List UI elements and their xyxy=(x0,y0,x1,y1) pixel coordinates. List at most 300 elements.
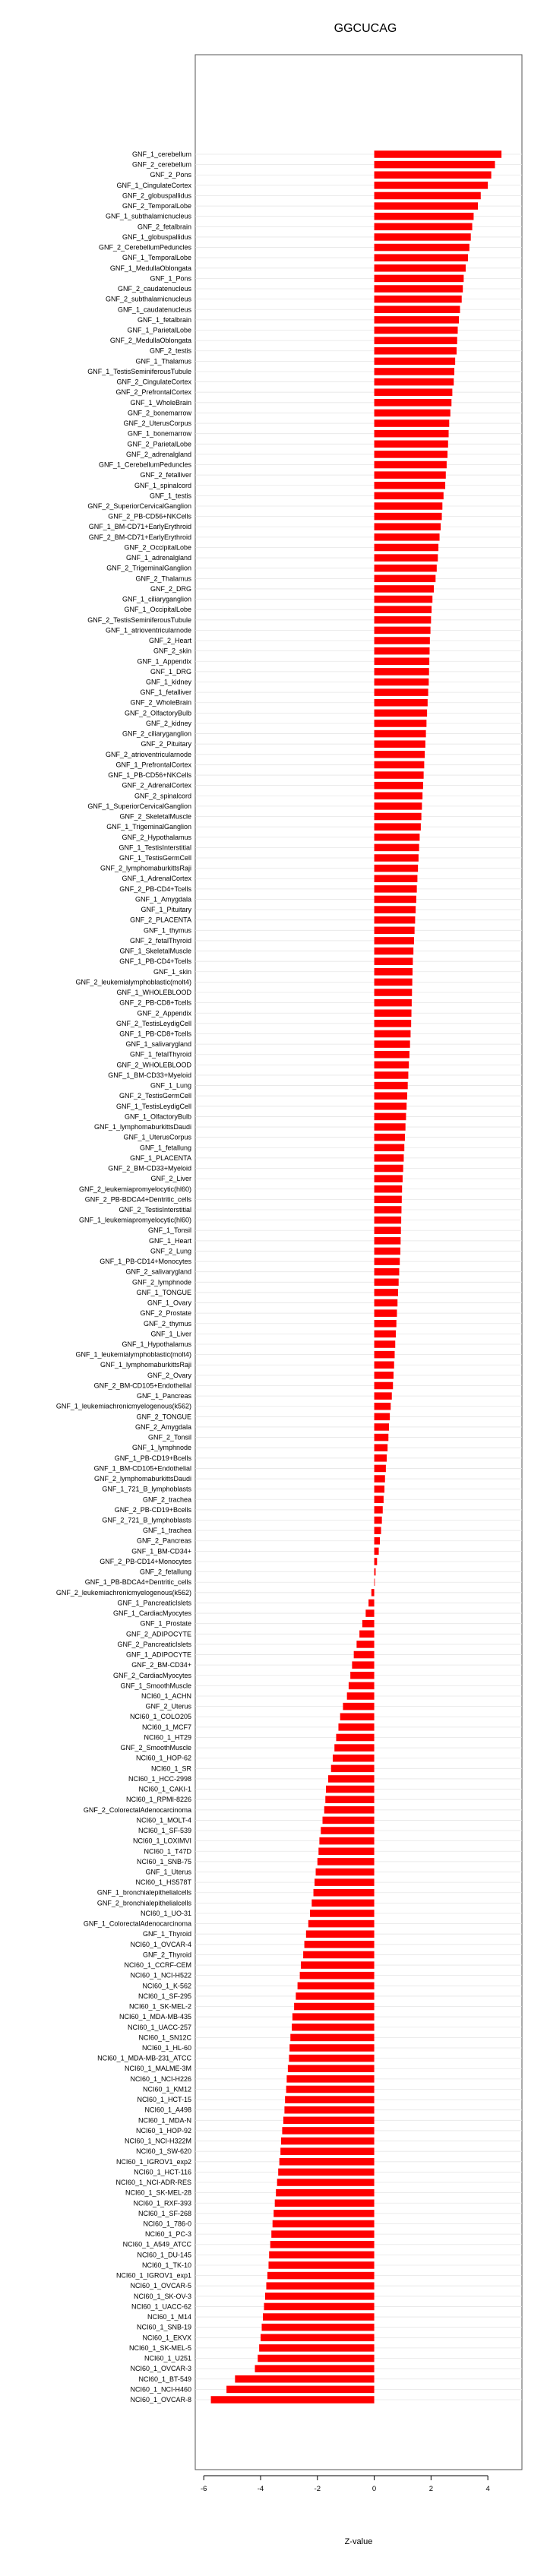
category-label: GNF_1_Pancreas xyxy=(136,1392,191,1400)
bar xyxy=(375,461,447,469)
category-label: GNF_1_thymus xyxy=(143,926,191,935)
category-label: GNF_1_PancreaticIslets xyxy=(117,1599,191,1607)
bar xyxy=(305,1941,375,1948)
category-label: GNF_1_fetalThyroid xyxy=(129,1050,191,1059)
bar xyxy=(269,2252,374,2259)
category-label: GNF_1_cerebellum xyxy=(131,150,191,158)
bar xyxy=(211,2396,375,2404)
bar xyxy=(266,2282,374,2290)
category-label: GNF_2_BM-CD33+Myeloid xyxy=(108,1164,191,1172)
bar xyxy=(375,596,433,603)
category-label: NCI60_1_MCF7 xyxy=(141,1723,191,1731)
bar xyxy=(375,171,492,179)
bar xyxy=(375,1082,408,1090)
bar xyxy=(375,1030,411,1038)
category-label: GNF_2_Uterus xyxy=(145,1702,191,1710)
category-label: GNF_2_PB-CD19+Bcells xyxy=(114,1505,191,1514)
category-label: GNF_2_globuspallidus xyxy=(122,191,191,200)
category-label: GNF_2_OlfactoryBulb xyxy=(124,709,191,717)
bar xyxy=(375,916,416,924)
category-label: GNF_2_Prostate xyxy=(140,1309,191,1318)
category-label: NCI60_1_HOP-62 xyxy=(135,1754,191,1762)
bar xyxy=(375,327,458,334)
category-label: NCI60_1_BT-549 xyxy=(138,2375,191,2383)
category-label: GNF_1_SmoothMuscle xyxy=(120,1682,191,1690)
bar xyxy=(321,1827,374,1834)
category-label: GNF_1_PB-CD4+Tcells xyxy=(119,957,191,966)
bar xyxy=(362,1620,375,1628)
bar xyxy=(280,2147,374,2155)
category-label: GNF_2_fetalThyroid xyxy=(129,936,191,945)
category-label: GNF_1_Uterus xyxy=(145,1868,191,1876)
bar xyxy=(375,1206,402,1214)
category-label: NCI60_1_OVCAR-8 xyxy=(130,2396,191,2404)
bar xyxy=(298,1983,375,1990)
bar xyxy=(306,1930,375,1938)
category-label: GNF_1_SuperiorCervicalGanglion xyxy=(87,802,191,810)
category-label: GNF_1_BM-CD33+Myeloid xyxy=(108,1071,191,1079)
bar xyxy=(282,2127,374,2135)
bar xyxy=(375,1009,412,1017)
category-label: NCI60_1_HS578T xyxy=(135,1878,191,1887)
bar xyxy=(375,223,473,231)
category-label: GNF_1_PB-CD19+Bcells xyxy=(114,1454,191,1462)
bar xyxy=(375,647,430,655)
category-label: GNF_1_TestisSeminiferousTubule xyxy=(87,367,191,375)
category-label: GNF_1_fetalliver xyxy=(140,688,191,697)
bar xyxy=(375,957,413,965)
category-label: NCI60_1_HCC-2998 xyxy=(128,1774,191,1783)
category-label: GNF_2_TestisGermCell xyxy=(119,1092,191,1100)
category-label: GNF_2_PB-CD8+Tcells xyxy=(119,998,191,1007)
bar xyxy=(375,1423,389,1431)
bar xyxy=(292,2024,374,2031)
category-labels-group xyxy=(56,150,192,2404)
category-label: NCI60_1_MOLT-4 xyxy=(136,1816,191,1824)
bar xyxy=(314,1889,375,1897)
bar xyxy=(324,1806,375,1814)
category-label: GNF_1_MedullaOblongata xyxy=(109,264,191,272)
bar xyxy=(375,254,468,261)
category-label: GNF_2_CingulateCortex xyxy=(116,378,191,386)
category-label: NCI60_1_NCI-H226 xyxy=(130,2074,191,2083)
category-label: GNF_2_TemporalLobe xyxy=(122,202,191,210)
bar xyxy=(375,244,470,252)
category-label: GNF_2_Lung xyxy=(150,1247,191,1255)
bar xyxy=(375,202,478,210)
bar xyxy=(375,1517,382,1524)
category-label: NCI60_1_HCT-15 xyxy=(137,2096,191,2104)
bar xyxy=(354,1651,375,1659)
category-label: NCI60_1_A498 xyxy=(144,2106,191,2114)
category-label: NCI60_1_K-562 xyxy=(142,1982,191,1990)
category-label: GNF_1_Pituitary xyxy=(141,906,191,914)
category-label: GNF_2_bronchialepithelialcells xyxy=(96,1899,191,1907)
category-label: GNF_2_PancreaticIslets xyxy=(117,1640,191,1648)
x-tick-label: 4 xyxy=(485,2485,490,2493)
bar xyxy=(375,1123,406,1131)
category-label: GNF_2_testis xyxy=(149,347,191,355)
category-label: GNF_2_lymphomaburkittsRaji xyxy=(100,864,191,872)
x-tick-label: 0 xyxy=(372,2485,377,2493)
category-label: NCI60_1_CCRF-CEM xyxy=(124,1961,191,1970)
category-label: GNF_1_TestisGermCell xyxy=(119,853,191,862)
category-label: GNF_1_PB-BDCA4+Dentritic_cells xyxy=(84,1578,191,1587)
category-label: GNF_1_ciliaryganglion xyxy=(122,595,191,603)
bar xyxy=(261,2324,374,2331)
bar xyxy=(375,1568,376,1576)
bar xyxy=(375,1113,406,1121)
bar xyxy=(375,688,428,696)
category-label: NCI60_1_SNB-19 xyxy=(136,2323,191,2331)
bar xyxy=(258,2355,374,2362)
bar xyxy=(375,419,450,427)
category-label: NCI60_1_ACHN xyxy=(141,1692,191,1701)
category-label: NCI60_1_NCI-H522 xyxy=(130,1971,191,1979)
category-label: NCI60_1_UO-31 xyxy=(140,1909,191,1917)
bar xyxy=(375,1506,383,1514)
category-label: GNF_1_PB-CD8+Tcells xyxy=(119,1030,191,1038)
bar xyxy=(375,1527,381,1534)
category-label: NCI60_1_SR xyxy=(150,1764,191,1773)
category-label: GNF_1_721_B_lymphoblasts xyxy=(102,1485,191,1493)
bars-group xyxy=(195,150,522,2404)
category-label: GNF_2_caudatenucleus xyxy=(117,285,191,293)
category-label: GNF_1_fetalbrain xyxy=(137,315,191,324)
bar xyxy=(375,451,447,458)
bar xyxy=(375,948,414,955)
category-label: GNF_2_TONGUE xyxy=(136,1413,191,1421)
bar xyxy=(375,896,416,903)
category-label: GNF_2_OccipitalLobe xyxy=(124,543,191,552)
category-label: GNF_2_ParietalLobe xyxy=(127,440,191,448)
bar xyxy=(375,1185,403,1193)
category-label: GNF_2_Hypothalamus xyxy=(122,833,191,841)
bar xyxy=(375,1196,402,1204)
bar xyxy=(375,378,454,386)
bar xyxy=(375,989,413,996)
bar xyxy=(375,192,481,200)
category-label: GNF_1_SkeletalMuscle xyxy=(119,947,191,955)
category-label: NCI60_1_OVCAR-5 xyxy=(130,2282,191,2290)
category-label: GNF_2_BM-CD34+ xyxy=(131,1661,191,1669)
bar xyxy=(300,1972,375,1979)
bar xyxy=(263,2313,375,2321)
category-label: GNF_1_PrefrontalCortex xyxy=(115,761,191,769)
category-label: GNF_2_adrenalgland xyxy=(125,450,191,458)
category-label: GNF_2_subthalamicnucleus xyxy=(105,295,191,303)
bar xyxy=(372,1589,375,1597)
category-label: GNF_2_PB-CD4+Tcells xyxy=(119,885,191,893)
bar xyxy=(375,730,426,738)
bar xyxy=(375,875,418,882)
bar xyxy=(375,1558,378,1565)
category-label: GNF_1_BM-CD105+Endothelial xyxy=(93,1464,191,1473)
bar xyxy=(261,2334,375,2342)
bar xyxy=(375,430,449,438)
category-label: NCI60_1_UACC-257 xyxy=(127,2023,191,2031)
bar xyxy=(375,275,464,283)
bar xyxy=(375,1279,399,1286)
bar xyxy=(375,410,451,417)
category-label: NCI60_1_HT29 xyxy=(144,1733,191,1742)
bar xyxy=(375,1165,403,1172)
category-label: NCI60_1_TK-10 xyxy=(141,2261,191,2269)
category-label: GNF_2_Thyroid xyxy=(142,1951,191,1959)
category-label: GNF_2_WHOLEBLOOD xyxy=(116,1061,191,1069)
category-label: NCI60_1_M14 xyxy=(147,2313,191,2321)
category-label: NCI60_1_SK-MEL-28 xyxy=(125,2188,191,2197)
category-label: GNF_2_CerebellumPeduncles xyxy=(98,243,191,252)
category-label: GNF_1_trachea xyxy=(142,1527,191,1535)
bar xyxy=(303,1951,374,1959)
bar xyxy=(325,1796,374,1803)
category-label: GNF_1_TestisLeydigCell xyxy=(115,1102,191,1110)
bar xyxy=(375,657,430,665)
bar xyxy=(375,575,436,583)
bar xyxy=(375,782,423,790)
category-label: GNF_1_TONGUE xyxy=(136,1288,191,1296)
category-label: NCI60_1_OVCAR-3 xyxy=(130,2365,191,2373)
category-label: GNF_2_WholeBrain xyxy=(130,698,191,707)
bar xyxy=(267,2272,375,2280)
bar xyxy=(375,606,432,613)
category-label: GNF_2_Pancreas xyxy=(136,1536,191,1545)
category-label: GNF_1_Heart xyxy=(148,1236,191,1245)
category-label: GNF_2_leukemiachronicmyelogenous(k562) xyxy=(55,1588,191,1597)
bar xyxy=(259,2344,374,2352)
bar xyxy=(347,1692,375,1700)
category-label: NCI60_1_NCI-H460 xyxy=(130,2385,191,2394)
bar xyxy=(375,233,471,241)
bar xyxy=(375,1537,380,1545)
bar xyxy=(290,2034,374,2042)
bar xyxy=(268,2261,374,2269)
category-label: GNF_1_AdrenalCortex xyxy=(122,875,191,883)
category-label: GNF_2_leukemiapromyelocytic(hl60) xyxy=(78,1185,191,1193)
category-label: NCI60_1_HOP-92 xyxy=(135,2126,191,2135)
category-label: GNF_1_Thyroid xyxy=(142,1930,191,1938)
bar xyxy=(375,1217,402,1224)
category-label: GNF_1_leukemiapromyelocytic(hl60) xyxy=(78,1216,191,1224)
bar xyxy=(375,492,444,500)
category-label: GNF_1_OccipitalLobe xyxy=(124,606,191,614)
bar xyxy=(375,1154,404,1162)
category-label: GNF_2_cerebellum xyxy=(131,160,191,169)
category-label: NCI60_1_CAKI-1 xyxy=(138,1785,191,1793)
category-label: GNF_1_bronchialepithelialcells xyxy=(96,1888,191,1897)
bar xyxy=(301,1961,374,1969)
bar xyxy=(289,2055,374,2062)
bar xyxy=(316,1869,375,1876)
bar xyxy=(375,1299,398,1307)
bar xyxy=(375,1134,405,1141)
bar xyxy=(375,285,463,293)
bar xyxy=(375,679,429,686)
bar xyxy=(375,1051,409,1059)
category-label: NCI60_1_RXF-393 xyxy=(133,2199,191,2207)
bar xyxy=(375,1309,397,1317)
bar xyxy=(280,2158,375,2166)
bar xyxy=(375,1465,386,1473)
bar xyxy=(375,740,425,748)
category-label: GNF_2_kidney xyxy=(145,719,191,727)
bar xyxy=(375,305,460,313)
bar xyxy=(375,161,495,169)
bar xyxy=(331,1765,375,1773)
category-label: GNF_1_PB-CD56+NKCells xyxy=(108,771,191,780)
bar xyxy=(375,751,425,758)
bar xyxy=(375,1020,412,1027)
category-label: NCI60_1_UACC-62 xyxy=(131,2302,191,2311)
category-label: GNF_1_bonemarrow xyxy=(127,429,191,438)
bar xyxy=(255,2365,375,2372)
category-label: NCI60_1_RPMI-8226 xyxy=(125,1796,191,1804)
bar xyxy=(286,2086,375,2093)
bar xyxy=(375,1392,392,1400)
category-label: GNF_2_CardiacMyocytes xyxy=(112,1671,191,1679)
category-label: GNF_1_Liver xyxy=(150,1330,191,1338)
category-label: NCI60_1_HL-60 xyxy=(141,2044,191,2052)
category-label: GNF_2_leukemialymphoblastic(molt4) xyxy=(75,978,191,986)
x-axis xyxy=(201,2476,490,2493)
category-label: GNF_2_atrioventricularnode xyxy=(105,750,191,758)
bar xyxy=(375,1040,410,1048)
category-label: GNF_2_UterusCorpus xyxy=(123,419,191,428)
category-label: NCI60_1_EKVX xyxy=(142,2334,191,2342)
bar xyxy=(375,999,412,1007)
bar xyxy=(375,1226,401,1234)
bar xyxy=(375,502,443,510)
bar xyxy=(375,368,454,375)
category-label: NCI60_1_COLO205 xyxy=(129,1713,191,1721)
category-label: GNF_2_PrefrontalCortex xyxy=(115,388,191,397)
category-label: GNF_1_Hypothalamus xyxy=(122,1340,191,1349)
category-label: GNF_1_kidney xyxy=(145,678,191,686)
category-label: GNF_2_MedullaOblongata xyxy=(109,337,191,345)
bar xyxy=(273,2220,375,2228)
bar xyxy=(375,834,420,841)
category-label: GNF_2_lymphnode xyxy=(131,1278,191,1286)
category-label: NCI60_1_SW-620 xyxy=(136,2147,191,2156)
bar xyxy=(375,616,432,624)
bar xyxy=(375,1496,384,1504)
bar xyxy=(359,1631,374,1638)
category-label: NCI60_1_SF-268 xyxy=(138,2209,191,2217)
category-label: GNF_1_globuspallidus xyxy=(122,233,191,241)
bar xyxy=(375,802,422,810)
category-label: GNF_2_Thalamus xyxy=(135,574,191,583)
bar xyxy=(311,1900,374,1907)
category-label: GNF_1_caudatenucleus xyxy=(117,305,191,314)
category-label: GNF_1_CingulateCortex xyxy=(116,181,191,189)
category-label: GNF_1_salivarygland xyxy=(125,1040,191,1049)
bar xyxy=(375,906,416,913)
bar xyxy=(271,2230,374,2238)
category-label: NCI60_1_NCI-ADR-RES xyxy=(115,2179,191,2187)
category-label: GNF_2_721_B_lymphoblasts xyxy=(102,1516,191,1524)
category-label: NCI60_1_MALME-3M xyxy=(124,2065,191,2073)
bar xyxy=(375,1361,394,1369)
category-label: GNF_1_Pons xyxy=(150,274,191,283)
category-label: GNF_1_skin xyxy=(153,967,191,976)
category-label: GNF_2_TestisInterstitial xyxy=(119,1205,191,1214)
bar xyxy=(375,668,429,676)
bar xyxy=(315,1878,375,1886)
x-tick-label: 2 xyxy=(428,2485,433,2493)
bar xyxy=(336,1734,374,1742)
category-label: GNF_2_ciliaryganglion xyxy=(122,729,191,738)
bar xyxy=(375,213,474,220)
bar xyxy=(294,2003,374,2011)
bar xyxy=(375,1237,401,1245)
bar xyxy=(375,1434,389,1441)
bar xyxy=(375,544,439,552)
bar xyxy=(375,1175,403,1182)
category-label: GNF_2_SuperiorCervicalGanglion xyxy=(87,502,191,510)
bar xyxy=(375,1331,396,1338)
bar xyxy=(292,2013,375,2021)
category-label: GNF_1_subthalamicnucleus xyxy=(105,212,191,220)
bar xyxy=(375,388,453,396)
category-label: GNF_1_TemporalLobe xyxy=(122,254,191,262)
category-label: GNF_2_SkeletalMuscle xyxy=(119,812,191,821)
bar xyxy=(284,2106,374,2114)
category-label: GNF_1_Tonsil xyxy=(147,1226,191,1235)
bar xyxy=(375,1248,400,1255)
bar xyxy=(375,771,424,779)
category-label: GNF_2_BM-CD71+EarlyErythroid xyxy=(88,533,191,541)
bar xyxy=(308,1920,375,1928)
bar xyxy=(289,2044,374,2052)
bar xyxy=(343,1703,374,1710)
category-label: GNF_1_spinalcord xyxy=(134,481,191,489)
bar xyxy=(375,1258,400,1265)
category-label: GNF_2_Tonsil xyxy=(147,1433,191,1441)
bar xyxy=(375,182,489,189)
category-label: NCI60_1_KM12 xyxy=(142,2085,191,2093)
bar xyxy=(349,1682,375,1690)
bar xyxy=(375,337,457,344)
category-label: GNF_1_Lung xyxy=(150,1081,191,1090)
category-label: GNF_2_Heart xyxy=(148,637,191,645)
bar xyxy=(375,761,425,769)
bar xyxy=(375,1092,407,1100)
bar xyxy=(375,1475,385,1483)
bar xyxy=(285,2096,374,2103)
bar xyxy=(375,1340,396,1348)
bar xyxy=(375,710,428,717)
bar xyxy=(375,1144,405,1152)
bar xyxy=(296,1992,374,2000)
category-label: GNF_1_atrioventricularnode xyxy=(105,626,191,635)
bar xyxy=(375,1372,394,1379)
bar xyxy=(264,2303,374,2311)
category-label: GNF_1_lymphnode xyxy=(131,1444,191,1452)
bar xyxy=(277,2179,375,2186)
category-label: NCI60_1_SK-MEL-2 xyxy=(128,2002,191,2011)
bar xyxy=(274,2210,374,2217)
bar xyxy=(375,523,441,530)
bar xyxy=(352,1661,374,1669)
bar xyxy=(375,533,440,541)
bar xyxy=(226,2386,374,2394)
bar xyxy=(334,1744,374,1752)
bar xyxy=(368,1600,374,1607)
category-label: NCI60_1_SK-OV-3 xyxy=(133,2292,191,2300)
category-label: GNF_1_Ovary xyxy=(147,1299,191,1307)
category-label: GNF_2_DRG xyxy=(150,584,191,593)
